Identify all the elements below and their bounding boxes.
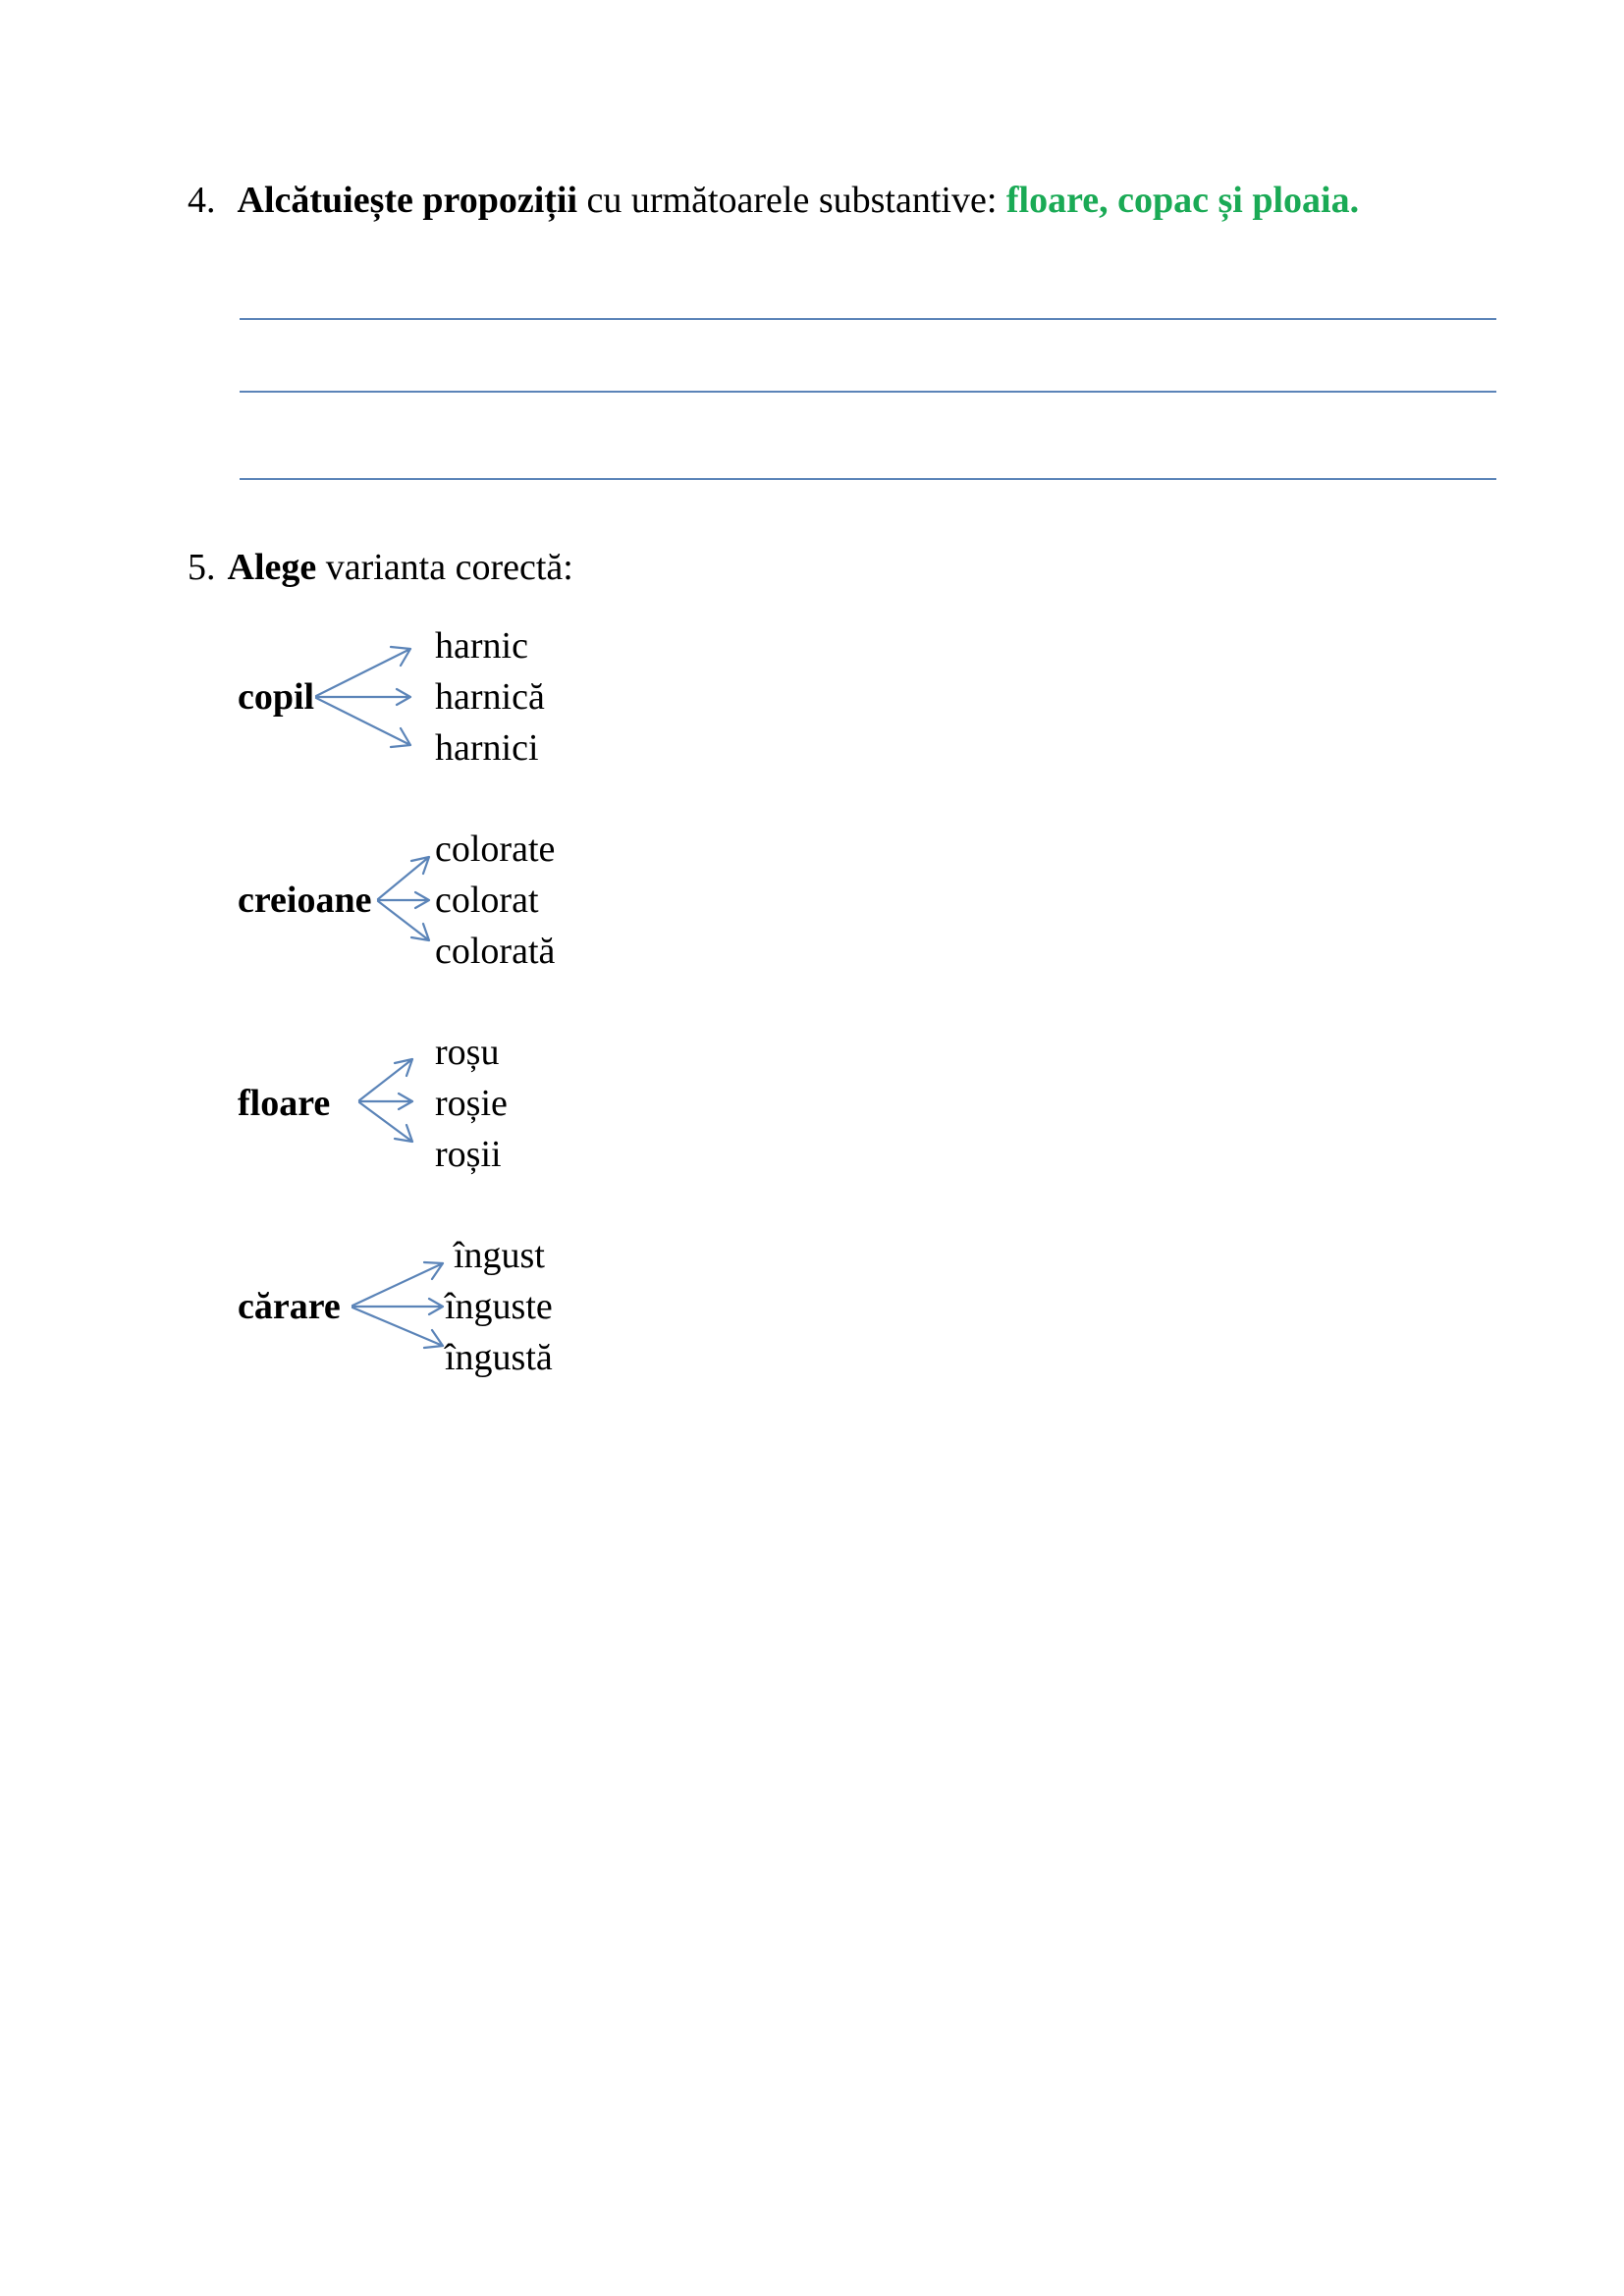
- arrow-group-carare: [352, 1262, 443, 1348]
- answer-line-1[interactable]: [240, 318, 1496, 320]
- arrow-group-creioane: [378, 857, 429, 940]
- option-ingust[interactable]: îngust: [454, 1235, 545, 1276]
- answer-line-2[interactable]: [240, 391, 1496, 393]
- exercise-5-instruction: [188, 545, 573, 590]
- arrow-creioane-colorat: [378, 892, 429, 908]
- option-colorate[interactable]: colorate: [435, 828, 556, 870]
- exercise-5-text: varianta corectă:: [316, 547, 573, 588]
- exercise-4-bold-text: Alcătuiește propoziții: [237, 180, 578, 221]
- arrow-copil-harnici: [316, 698, 410, 747]
- noun-copil: copil: [238, 676, 315, 718]
- arrow-copil-harnic: [316, 647, 410, 696]
- arrow-carare-ingusta: [352, 1308, 443, 1348]
- arrow-creioane-colorate: [378, 857, 429, 899]
- arrow-floare-rosu: [359, 1059, 412, 1100]
- arrow-carare-ingust: [352, 1262, 443, 1306]
- option-harnica[interactable]: harnică: [435, 676, 545, 718]
- exercise-4-text: cu următoarele substantive:: [577, 180, 1006, 221]
- arrow-group-floare: [359, 1059, 412, 1142]
- arrow-creioane-colorata: [378, 901, 429, 940]
- noun-carare: cărare: [238, 1286, 341, 1327]
- option-rosie[interactable]: roșie: [435, 1083, 508, 1124]
- option-ingusta[interactable]: îngustă: [445, 1337, 553, 1378]
- option-harnic[interactable]: harnic: [435, 625, 528, 667]
- option-colorat[interactable]: colorat: [435, 880, 539, 921]
- exercise-4-highlight: floare, copac și ploaia.: [1005, 180, 1360, 221]
- option-harnici[interactable]: harnici: [435, 727, 539, 769]
- arrow-floare-rosie: [359, 1094, 412, 1109]
- exercise-5-bold-text: Alege: [227, 547, 317, 588]
- exercise-4-number: 4.: [188, 180, 216, 221]
- noun-floare: floare: [238, 1083, 331, 1124]
- arrow-group-copil: [316, 647, 410, 747]
- arrow-floare-rosii: [359, 1102, 412, 1142]
- option-rosii[interactable]: roșii: [435, 1134, 502, 1175]
- answer-line-3[interactable]: [240, 478, 1496, 480]
- noun-creioane: creioane: [238, 880, 372, 921]
- exercise-4-instruction: [188, 178, 1359, 223]
- option-inguste[interactable]: înguste: [445, 1286, 553, 1327]
- arrow-copil-harnica: [316, 689, 410, 705]
- option-colorata[interactable]: colorată: [435, 931, 556, 972]
- exercise-5-number: 5.: [188, 547, 216, 588]
- arrow-carare-inguste: [352, 1299, 443, 1314]
- option-rosu[interactable]: roșu: [435, 1032, 500, 1073]
